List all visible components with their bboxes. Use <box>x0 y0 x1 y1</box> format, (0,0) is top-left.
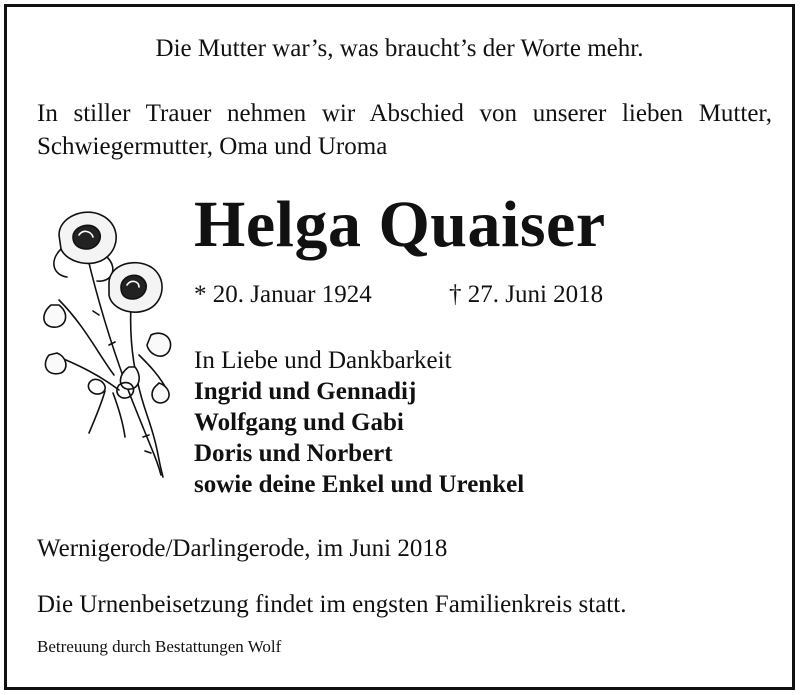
burial-note: Die Urnenbeisetzung findet im engsten Familienkreis statt. <box>37 591 627 618</box>
place-date: Wernigerode/Darlingerode, im Juni 2018 <box>37 535 448 562</box>
mourner-line: Wolfgang und Gabi <box>194 409 404 436</box>
mourner-line: Doris und Norbert <box>194 440 393 467</box>
birth-date: * 20. Januar 1924 <box>194 281 372 308</box>
mourner-line: Ingrid und Gennadij <box>194 378 417 405</box>
mourners-block <box>194 345 524 500</box>
family-intro: In Liebe und Dankbarkeit <box>194 347 452 374</box>
intro-text: In stiller Trauer nehmen wir Abschied von unserer lieben Mutter, Schwiegermutter, Oma und Uroma <box>37 100 772 160</box>
deceased-name: Helga Quaiser <box>194 188 606 261</box>
roses-illustration-icon <box>39 205 179 485</box>
funeral-home-credit: Betreuung durch Bestattungen Wolf <box>37 637 282 656</box>
motto-quote: Die Mutter war’s, was braucht’s der Worte mehr. <box>155 35 644 62</box>
death-date: † 27. Juni 2018 <box>449 281 604 308</box>
obituary-frame <box>4 4 795 690</box>
mourner-line: sowie deine Enkel und Urenkel <box>194 471 525 498</box>
